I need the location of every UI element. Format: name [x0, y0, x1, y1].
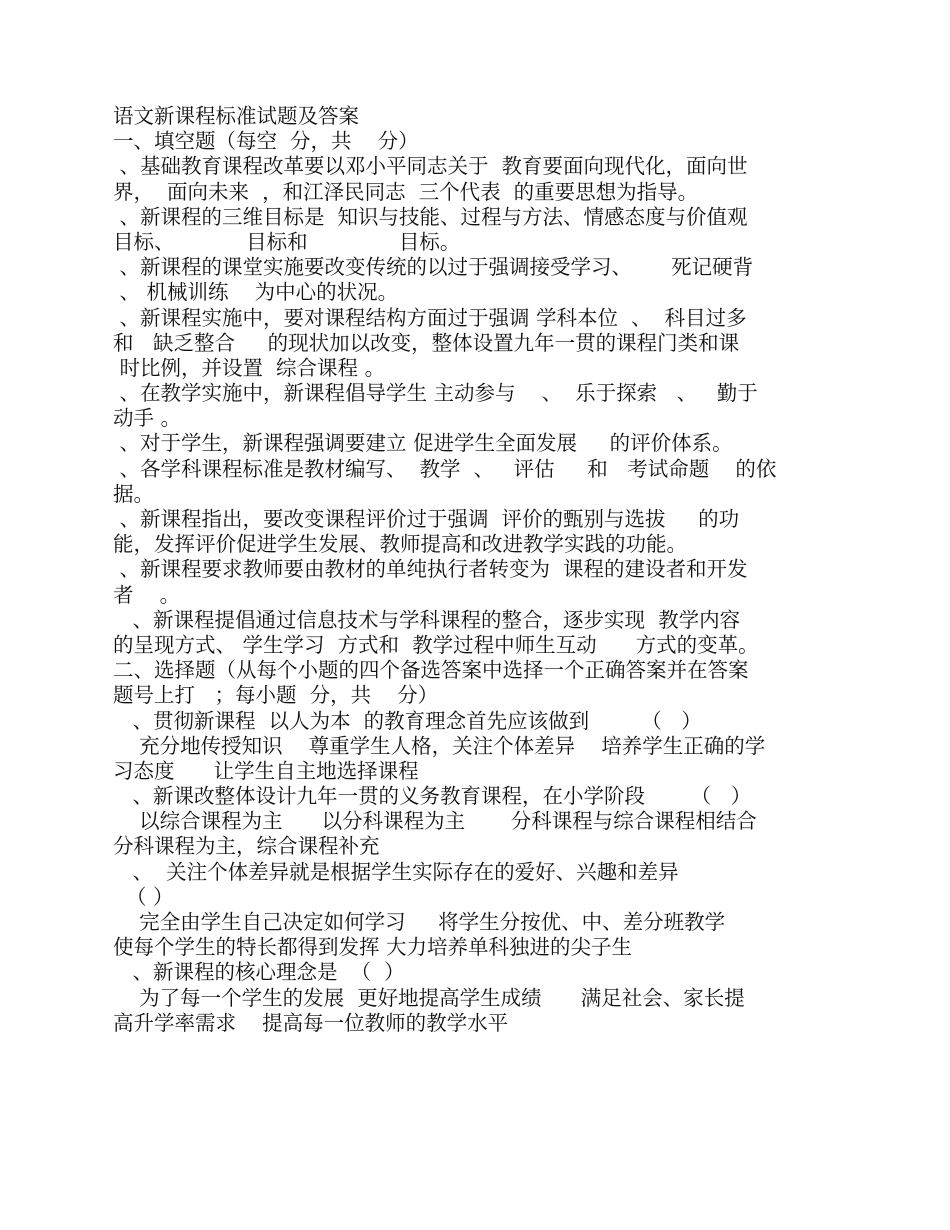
text-line: 、新课程要求教师要由教材的单纯执行者转变为 课程的建设者和开发	[113, 557, 748, 582]
text-line: 、贯彻新课程 以人为本 的教育理念首先应该做到 （ ）	[113, 708, 702, 733]
text-line: 、基础教育课程改革要以邓小平同志关于 教育要面向现代化，面向世	[113, 154, 748, 179]
text-line: 的呈现方式、 学生学习 方式和 教学过程中师生互动 方式的变革。	[113, 632, 759, 657]
text-line: 、对于学生，新课程强调要建立 促进学生全面发展 的评价体系。	[113, 431, 733, 456]
text-line: 、在教学实施中，新课程倡导学生 主动参与 、 乐于探索 、 勤于	[113, 381, 758, 406]
text-line: 充分地传授知识 尊重学生人格，关注个体差异 培养学生正确的学	[113, 733, 766, 758]
text-line: 、新课程指出，要改变课程评价过于强调 评价的甄别与选拔 的功	[113, 507, 740, 531]
text-line: 、新课改整体设计九年一贯的义务教育课程，在小学阶段 （ ）	[113, 784, 752, 809]
text-line: 、新课程的核心理念是 （ ）	[113, 960, 405, 985]
text-line: 、新课程实施中，要对课程结构方面过于强调 学科本位 、 科目过多	[113, 305, 747, 330]
document-title: 语文新课程标准试题及答案	[113, 104, 359, 128]
text-line: 界， 面向未来 ，和江泽民同志 三个代表 的重要思想为指导。	[113, 179, 699, 204]
text-line: 、 关注个体差异就是根据学生实际存在的爱好、兴趣和差异	[113, 859, 679, 884]
text-line: 者 。	[113, 582, 181, 607]
text-line: 能，发挥评价促进学生发展、教师提高和改进教学实践的功能。	[113, 532, 687, 557]
section-heading-fill-in: 一、填空题（每空 分，共 分）	[113, 129, 419, 154]
text-line: （ ）	[113, 884, 174, 909]
text-line: 时比例，并设置 综合课程 。	[113, 355, 386, 380]
document-body	[113, 104, 853, 1036]
text-line: 目标、 目标和 目标。	[113, 229, 461, 254]
text-line: 、新课程提倡通过信息技术与学科课程的整合，逐步实现 教学内容	[113, 607, 741, 632]
text-line: 、新课程的三维目标是 知识与技能、过程与方法、情感态度与价值观	[113, 204, 748, 229]
text-line: 以综合课程为主 以分科课程为主 分科课程与综合课程相结合	[113, 809, 757, 834]
text-line: 、新课程的课堂实施要改变传统的以过于强调接受学习、 死记硬背	[113, 255, 754, 280]
text-line: 动手 。	[113, 406, 182, 431]
section-heading-multiple-choice: 二、选择题（从每个小题的四个备选答案中选择一个正确答案并在答案	[113, 658, 749, 683]
text-line: 高升学率需求 提高每一位教师的教学水平	[113, 1010, 509, 1035]
text-line: 、 机械训练 为中心的状况。	[113, 280, 399, 305]
text-line: 、各学科课程标准是教材编写、 教学 、 评估 和 考试命题 的依	[113, 456, 777, 481]
text-line: 和 缺乏整合 的现状加以改变，整体设置九年一贯的课程门类和课	[113, 330, 740, 355]
text-line: 使每个学生的特长都得到发挥 大力培养单科独进的尖子生	[113, 935, 633, 960]
text-line: 习态度 让学生自主地选择课程	[113, 758, 419, 783]
text-line: 题号上打 ；每小题 分，共 分）	[113, 683, 439, 708]
text-line: 分科课程为主，综合课程补充	[113, 834, 380, 859]
text-line: 据。	[113, 481, 154, 506]
text-line: 完全由学生自己决定如何学习 将学生分按优、中、差分班教学	[113, 910, 726, 934]
text-line: 为了每一个学生的发展 更好地提高学生成绩 满足社会、家长提	[113, 985, 745, 1010]
